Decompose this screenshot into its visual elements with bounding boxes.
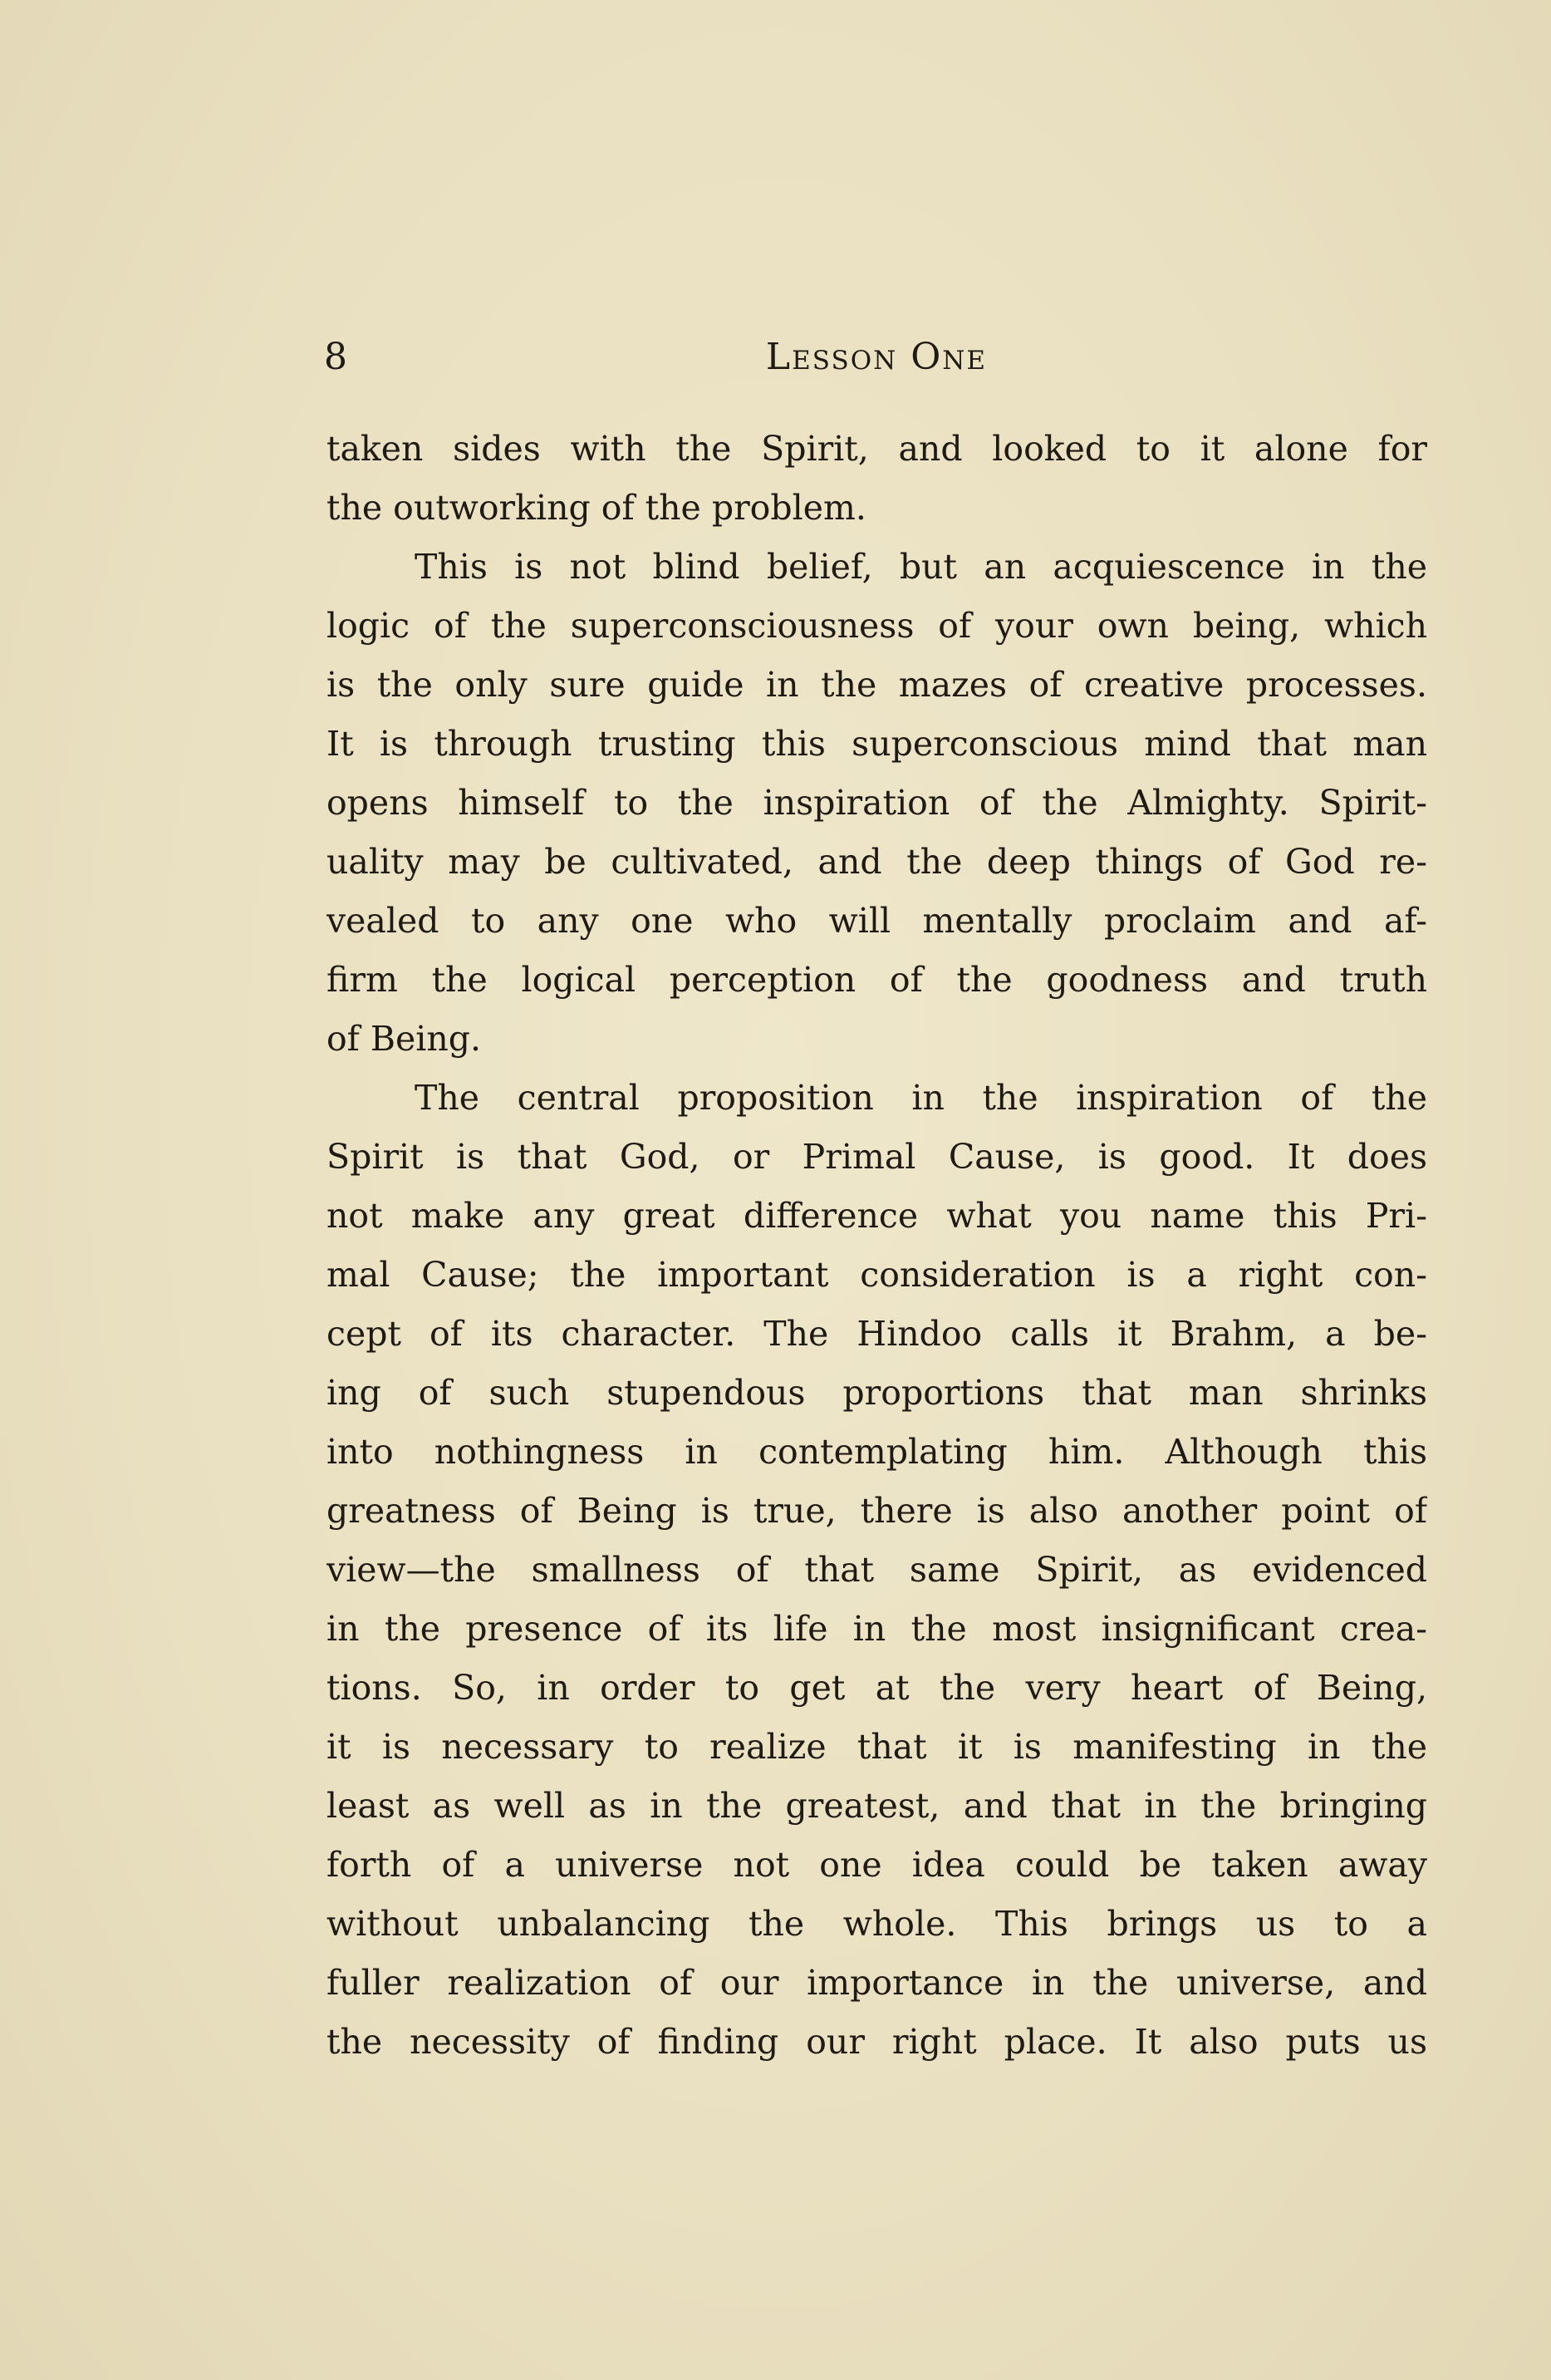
text-line: mal Cause; the important consideration is a right con- [326, 1255, 1427, 1295]
text-line: into nothingness in contemplating him. Although this [326, 1432, 1427, 1472]
text-line: taken sides with the Spirit, and looked to it alone for [326, 429, 1427, 469]
text-line: Spirit is that God, or Primal Cause, is good. It does [326, 1137, 1427, 1177]
text-line: view—the smallness of that same Spirit, as evidenced [326, 1550, 1427, 1590]
text-line: it is necessary to realize that it is manifesting in the [326, 1727, 1427, 1767]
text-line: This is not blind belief, but an acquiescence in the [415, 547, 1427, 587]
page-number: 8 [324, 336, 347, 378]
text-line: cept of its character. The Hindoo calls it Brahm, a be- [326, 1314, 1427, 1354]
text-line: forth of a universe not one idea could be taken away [326, 1845, 1427, 1885]
text-line: ing of such stupendous proportions that man shrinks [326, 1373, 1427, 1413]
text-line: greatness of Being is true, there is also another point of [326, 1491, 1427, 1531]
text-line: vealed to any one who will mentally proclaim and af- [326, 901, 1427, 941]
text-line: least as well as in the greatest, and that in the bringing [326, 1786, 1427, 1826]
running-head [324, 332, 1429, 382]
text-line: logic of the superconsciousness of your own being, which [326, 606, 1427, 646]
text-line: fuller realization of our importance in the universe, and [326, 1963, 1427, 2003]
running-title: Lesson One [765, 336, 988, 378]
text-line: the outworking of the problem. [326, 488, 866, 528]
text-line: tions. So, in order to get at the very heart of Being, [326, 1668, 1427, 1708]
text-line: The central proposition in the inspiration of the [415, 1078, 1427, 1118]
body-text [326, 420, 1427, 2072]
text-line: opens himself to the inspiration of the Almighty. Spirit- [326, 783, 1427, 823]
text-line: It is through trusting this superconscious mind that man [326, 724, 1427, 764]
text-line: of Being. [326, 1019, 482, 1059]
text-line: not make any great difference what you name this Pri- [326, 1196, 1427, 1236]
text-line: firm the logical perception of the goodness and truth [326, 960, 1427, 1000]
text-line: without unbalancing the whole. This brings us to a [326, 1904, 1427, 1944]
text-line: the necessity of finding our right place. It also puts us [326, 2022, 1427, 2062]
text-line: is the only sure guide in the mazes of creative processes. [326, 665, 1427, 705]
text-line: uality may be cultivated, and the deep things of God re- [326, 842, 1427, 882]
text-line: in the presence of its life in the most insignificant crea- [326, 1609, 1427, 1649]
